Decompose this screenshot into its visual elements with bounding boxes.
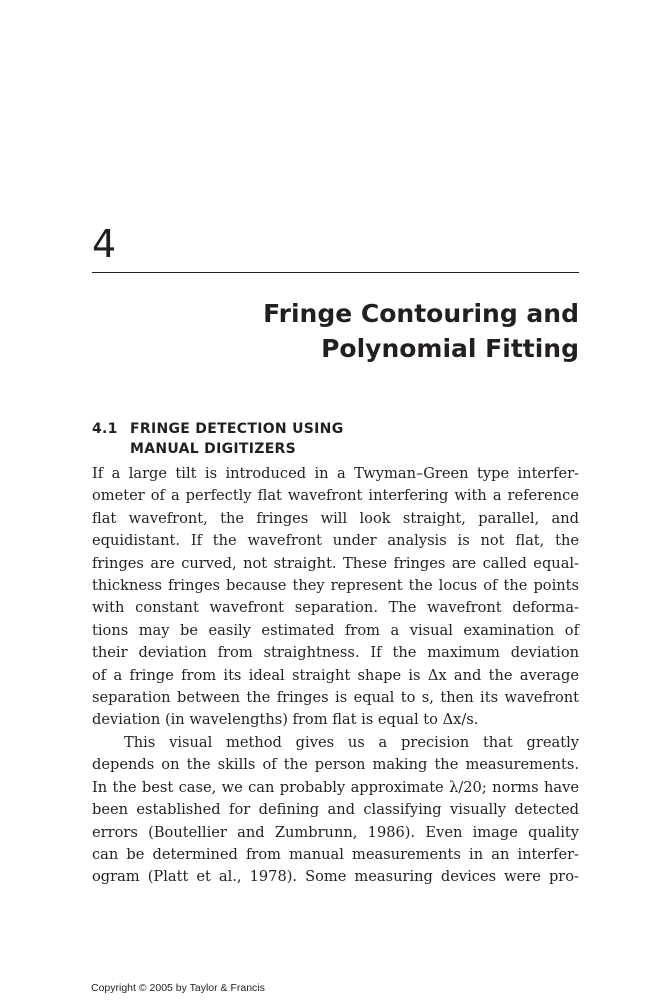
section-title-line: MANUAL DIGITIZERS (130, 441, 297, 457)
chapter-title-line: Polynomial Fitting (321, 334, 579, 363)
body-line: with constant wavefront separation. The wavefront deforma- (92, 599, 579, 617)
body-line: of a fringe from its ideal straight shape is Δx and the average (92, 666, 579, 684)
copyright-footer: Copyright © 2005 by Taylor & Francis (91, 982, 265, 994)
body-line: fringes are curved, not straight. These fringes are called equal- (92, 554, 579, 572)
body-line: depends on the skills of the person making the measurements. (92, 756, 579, 774)
body-line: If a large tilt is introduced in a Twyman–Green type interfer- (92, 465, 579, 482)
chapter-title (92, 296, 579, 366)
body-line: equidistant. If the wavefront under analysis is not flat, the (92, 532, 579, 550)
body-text (92, 463, 579, 889)
section-title (130, 419, 344, 459)
body-line: thickness fringes because they represent the locus of the points (92, 577, 579, 595)
body-line: been established for defining and classifying visually detected (92, 801, 579, 819)
section-number: 4.1 (92, 421, 118, 437)
body-line: ometer of a perfectly flat wavefront interfering with a reference (92, 487, 579, 505)
body-line: tions may be easily estimated from a visual examination of (92, 621, 579, 639)
chapter-number: 4 (92, 222, 117, 266)
body-line: errors (Boutellier and Zumbrunn, 1986). Even image quality (92, 823, 579, 841)
body-line: separation between the fringes is equal to s, then its wavefront (92, 689, 579, 707)
chapter-rule (92, 272, 579, 273)
body-line: flat wavefront, the fringes will look straight, parallel, and (92, 509, 579, 527)
body-line: ogram (Platt et al., 1978). Some measuring devices were pro- (92, 868, 579, 886)
chapter-title-line: Fringe Contouring and (263, 299, 579, 328)
section-title-line: FRINGE DETECTION USING (130, 421, 344, 437)
body-line: This visual method gives us a precision that greatly (124, 733, 579, 751)
body-line: In the best case, we can probably approximate λ/20; norms have (92, 778, 579, 796)
body-line: can be determined from manual measurements in an interfer- (92, 845, 579, 863)
body-line: deviation (in wavelengths) from flat is equal to Δx/s. (92, 711, 479, 729)
body-line: their deviation from straightness. If the maximum deviation (92, 644, 579, 662)
